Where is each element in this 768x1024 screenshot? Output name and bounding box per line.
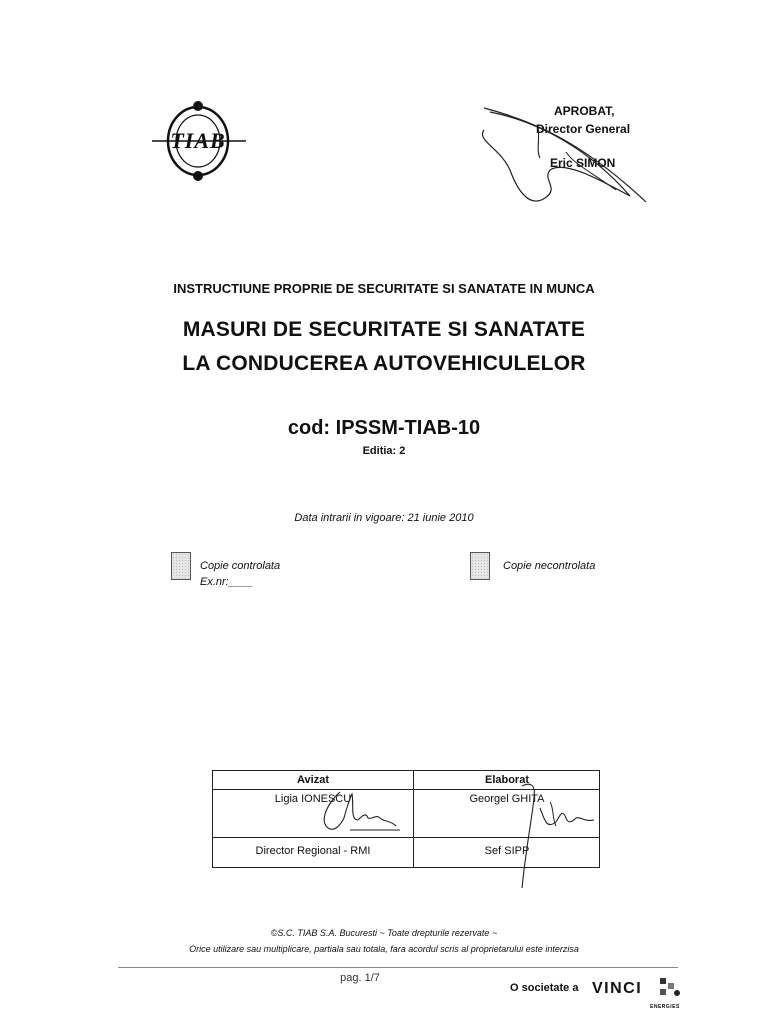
parent-company-tagline: O societate a [510, 982, 579, 994]
uncontrolled-copy-checkbox[interactable] [470, 552, 490, 580]
usage-notice: Orice utilizare sau multiplicare, partiala sau totala, fara acordul scris al proprietarului este interzisa [189, 944, 579, 954]
approval-role: Director General [536, 122, 631, 136]
signatures-table [212, 770, 600, 868]
controlled-copy-checkbox[interactable] [171, 552, 191, 580]
reviewed-column [213, 771, 414, 867]
effective-date: Data intrarii in vigoare: 21 iunie 2010 [294, 512, 474, 524]
document-title-line-1: MASURI DE SECURITATE SI SANATATE [182, 318, 586, 341]
approval-status: APROBAT, [554, 104, 615, 118]
preparer-name: Georgel GHITA [469, 793, 545, 805]
reviewer-name: Ligia IONESCU [274, 793, 352, 805]
svg-text:TIAB: TIAB [170, 128, 226, 153]
copy-number-label: Ex.nr:____ [200, 576, 254, 588]
controlled-copy-label: Copie controlata [200, 560, 281, 572]
prepared-column [414, 771, 600, 867]
footer-divider [118, 967, 678, 968]
preparer-role: Sef SIPP [414, 837, 600, 868]
approval-name: Eric SIMON [550, 156, 616, 170]
document-type: INSTRUCTIUNE PROPRIE DE SECURITATE SI SANATATE IN MUNCA [173, 281, 595, 296]
vinci-logo-subtitle: ENERGIES [650, 1004, 680, 1010]
document-edition: Editia: 2 [362, 445, 406, 457]
vinci-logo-text: VINCI [592, 980, 643, 997]
director-signature [470, 100, 660, 220]
approval-block [470, 100, 660, 220]
company-logo [150, 96, 250, 186]
copyright-notice: ©S.C. TIAB S.A. Bucuresti ~ Toate drepturile rezervate ~ [270, 928, 498, 938]
uncontrolled-copy-label: Copie necontrolata [503, 560, 596, 572]
reviewer-role: Director Regional - RMI [213, 837, 413, 868]
document-code: cod: IPSSM-TIAB-10 [287, 417, 481, 439]
prepared-header: Elaborat [414, 771, 600, 790]
page-number: pag. 1/7 [340, 972, 380, 984]
reviewed-header: Avizat [213, 771, 413, 790]
document-title-line-2: LA CONDUCEREA AUTOVEHICULELOR [182, 352, 586, 375]
